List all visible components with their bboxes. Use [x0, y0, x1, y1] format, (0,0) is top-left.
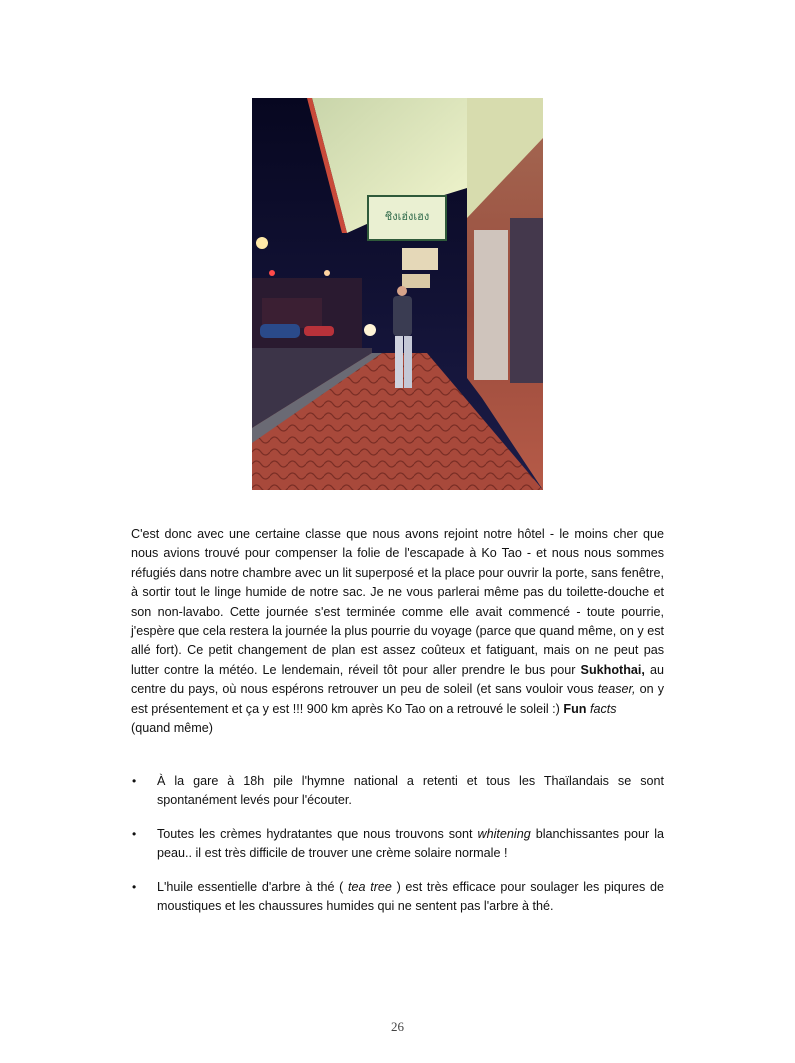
fun-word: Fun — [563, 701, 587, 716]
bullet-text-post: ) est très efficace pour soulager les piqures de moustiques et les chaussures humides qui ne sentent pas l'arbre à thé. — [157, 879, 664, 914]
bullet-italic: tea tree — [348, 879, 392, 894]
paragraph-part4: (quand même) — [131, 721, 213, 736]
list-item — [131, 772, 664, 811]
paragraph-part1: C'est donc avec une certaine classe que nous avons rejoint notre hôtel - le moins cher que nous avions trouvé pour compenser la folie de l'escapade à Ko Tao - et nous nous sommes réfugiés dans notre chambre avec un lit superposé et la place pour ouvrir la porte, sans fenêtre, à sortir tout le linge humide de notre sac. Je ne vous parlerai même pas du toilette-douche et son non-lavabo. Cette journée s'est terminée comme elle avait commencé - toute pourrie, j'espère que cela restera la journée la plus pourrie du voyage (parce que quand même, on y est allé fort). Ce petit changement de plan est assez coûteux et fatiguant, mais on ne peut pas lutter contre la météo. Le lendemain, réveil tôt pour aller prendre le bus pour — [131, 527, 664, 677]
street-photo — [252, 98, 543, 490]
bullet-text-pre: Toutes les crèmes hydratantes que nous trouvons sont — [157, 826, 478, 841]
list-item — [131, 825, 664, 864]
body-paragraph — [131, 525, 664, 738]
list-item — [131, 878, 664, 917]
sign-text: ชิงเฮ่งเฮง — [384, 210, 430, 223]
facts-word: facts — [589, 701, 617, 716]
bullet-text: À la gare à 18h pile l'hymne national a retenti et tous les Thaïlandais se sont spontanément levés pour l'écouter. — [157, 774, 664, 808]
page-number: 26 — [391, 1019, 404, 1034]
bullet-text-pre: L'huile essentielle d'arbre à thé ( — [157, 879, 349, 894]
teaser-word: teaser, — [597, 682, 636, 697]
bullet-marker: • — [132, 879, 137, 894]
night-street-photo-icon — [252, 98, 543, 490]
bullet-italic: whitening — [477, 826, 531, 841]
bullet-text-post: blanchissantes pour la peau.. il est très difficile de trouver une crème solaire normale ! — [157, 826, 664, 861]
fun-facts-list — [131, 772, 664, 930]
paragraph-part2: au centre du pays, où nous espérons retrouver un peu de soleil (et sans vouloir vous — [131, 662, 664, 697]
place-name: Sukhothai, — [580, 662, 645, 677]
paragraph-part3: on y est présentement et ça y est !!! 900 km après Ko Tao on a retrouvé le soleil :) — [131, 682, 664, 716]
bullet-marker: • — [132, 774, 137, 788]
bullet-marker: • — [132, 826, 137, 841]
